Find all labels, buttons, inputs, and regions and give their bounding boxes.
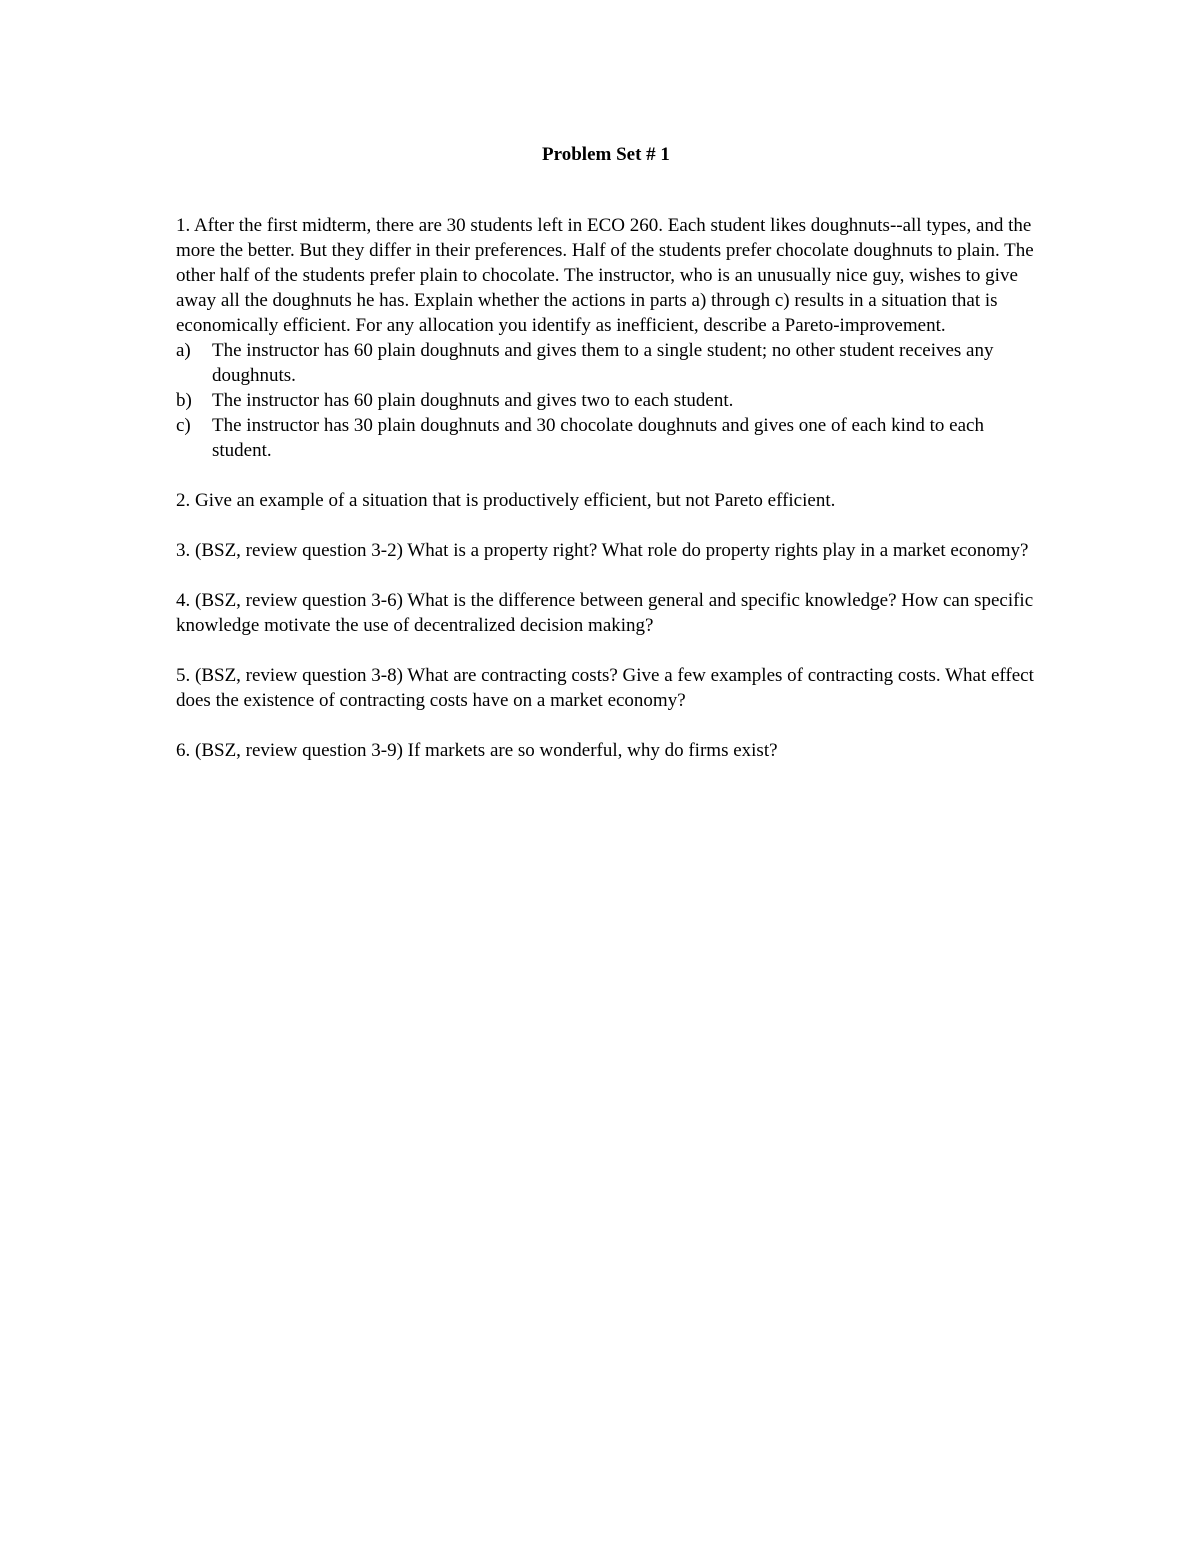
question-3: [176, 538, 1036, 563]
question-2: [176, 488, 1036, 513]
question-5-text: 5. (BSZ, review question 3-8) What are contracting costs? Give a few examples of contracting costs. What effect does the existence of contracting costs have on a market economy?: [176, 665, 1034, 711]
part-text: The instructor has 30 plain doughnuts and 30 chocolate doughnuts and gives one of each kind to each student.: [212, 415, 984, 461]
question-4-text: 4. (BSZ, review question 3-6) What is the difference between general and specific knowledge? How can specific knowledge motivate the use of decentralized decision making?: [176, 590, 1034, 636]
question-6-text: 6. (BSZ, review question 3-9) If markets are so wonderful, why do firms exist?: [176, 740, 778, 761]
question-3-text: 3. (BSZ, review question 3-2) What is a property right? What role do property rights play in a market economy?: [176, 540, 1029, 561]
question-1-part-a: [176, 338, 1036, 388]
part-label: b): [176, 390, 192, 411]
question-5: [176, 663, 1036, 713]
part-text: The instructor has 60 plain doughnuts and gives two to each student.: [212, 390, 734, 411]
question-1-text: 1. After the first midterm, there are 30 students left in ECO 260. Each student likes doughnuts--all types, and the more the better. But they differ in their preferences. Half of the students prefer chocolate doughnuts to plain. The other half of the students prefer plain to chocolate. The instructor, who is an unusually nice guy, wishes to give away all the doughnuts he has. Explain whether the actions in parts a) through c) results in a situation that is economically efficient. For any allocation you identify as inefficient, describe a Pareto-improvement.: [176, 215, 1034, 336]
document-title: Problem Set # 1: [542, 144, 670, 165]
document-page: [176, 142, 1036, 788]
question-1-part-c: [176, 413, 1036, 463]
question-1-part-b: [176, 388, 1036, 413]
question-4: [176, 588, 1036, 638]
part-text: The instructor has 60 plain doughnuts and gives them to a single student; no other student receives any doughnuts.: [212, 340, 994, 386]
question-2-text: 2. Give an example of a situation that is productively efficient, but not Pareto efficient.: [176, 490, 836, 511]
part-label: a): [176, 340, 191, 361]
question-1-parts: [176, 338, 1036, 463]
part-label: c): [176, 415, 191, 436]
question-6: [176, 738, 1036, 763]
question-1: [176, 213, 1036, 463]
